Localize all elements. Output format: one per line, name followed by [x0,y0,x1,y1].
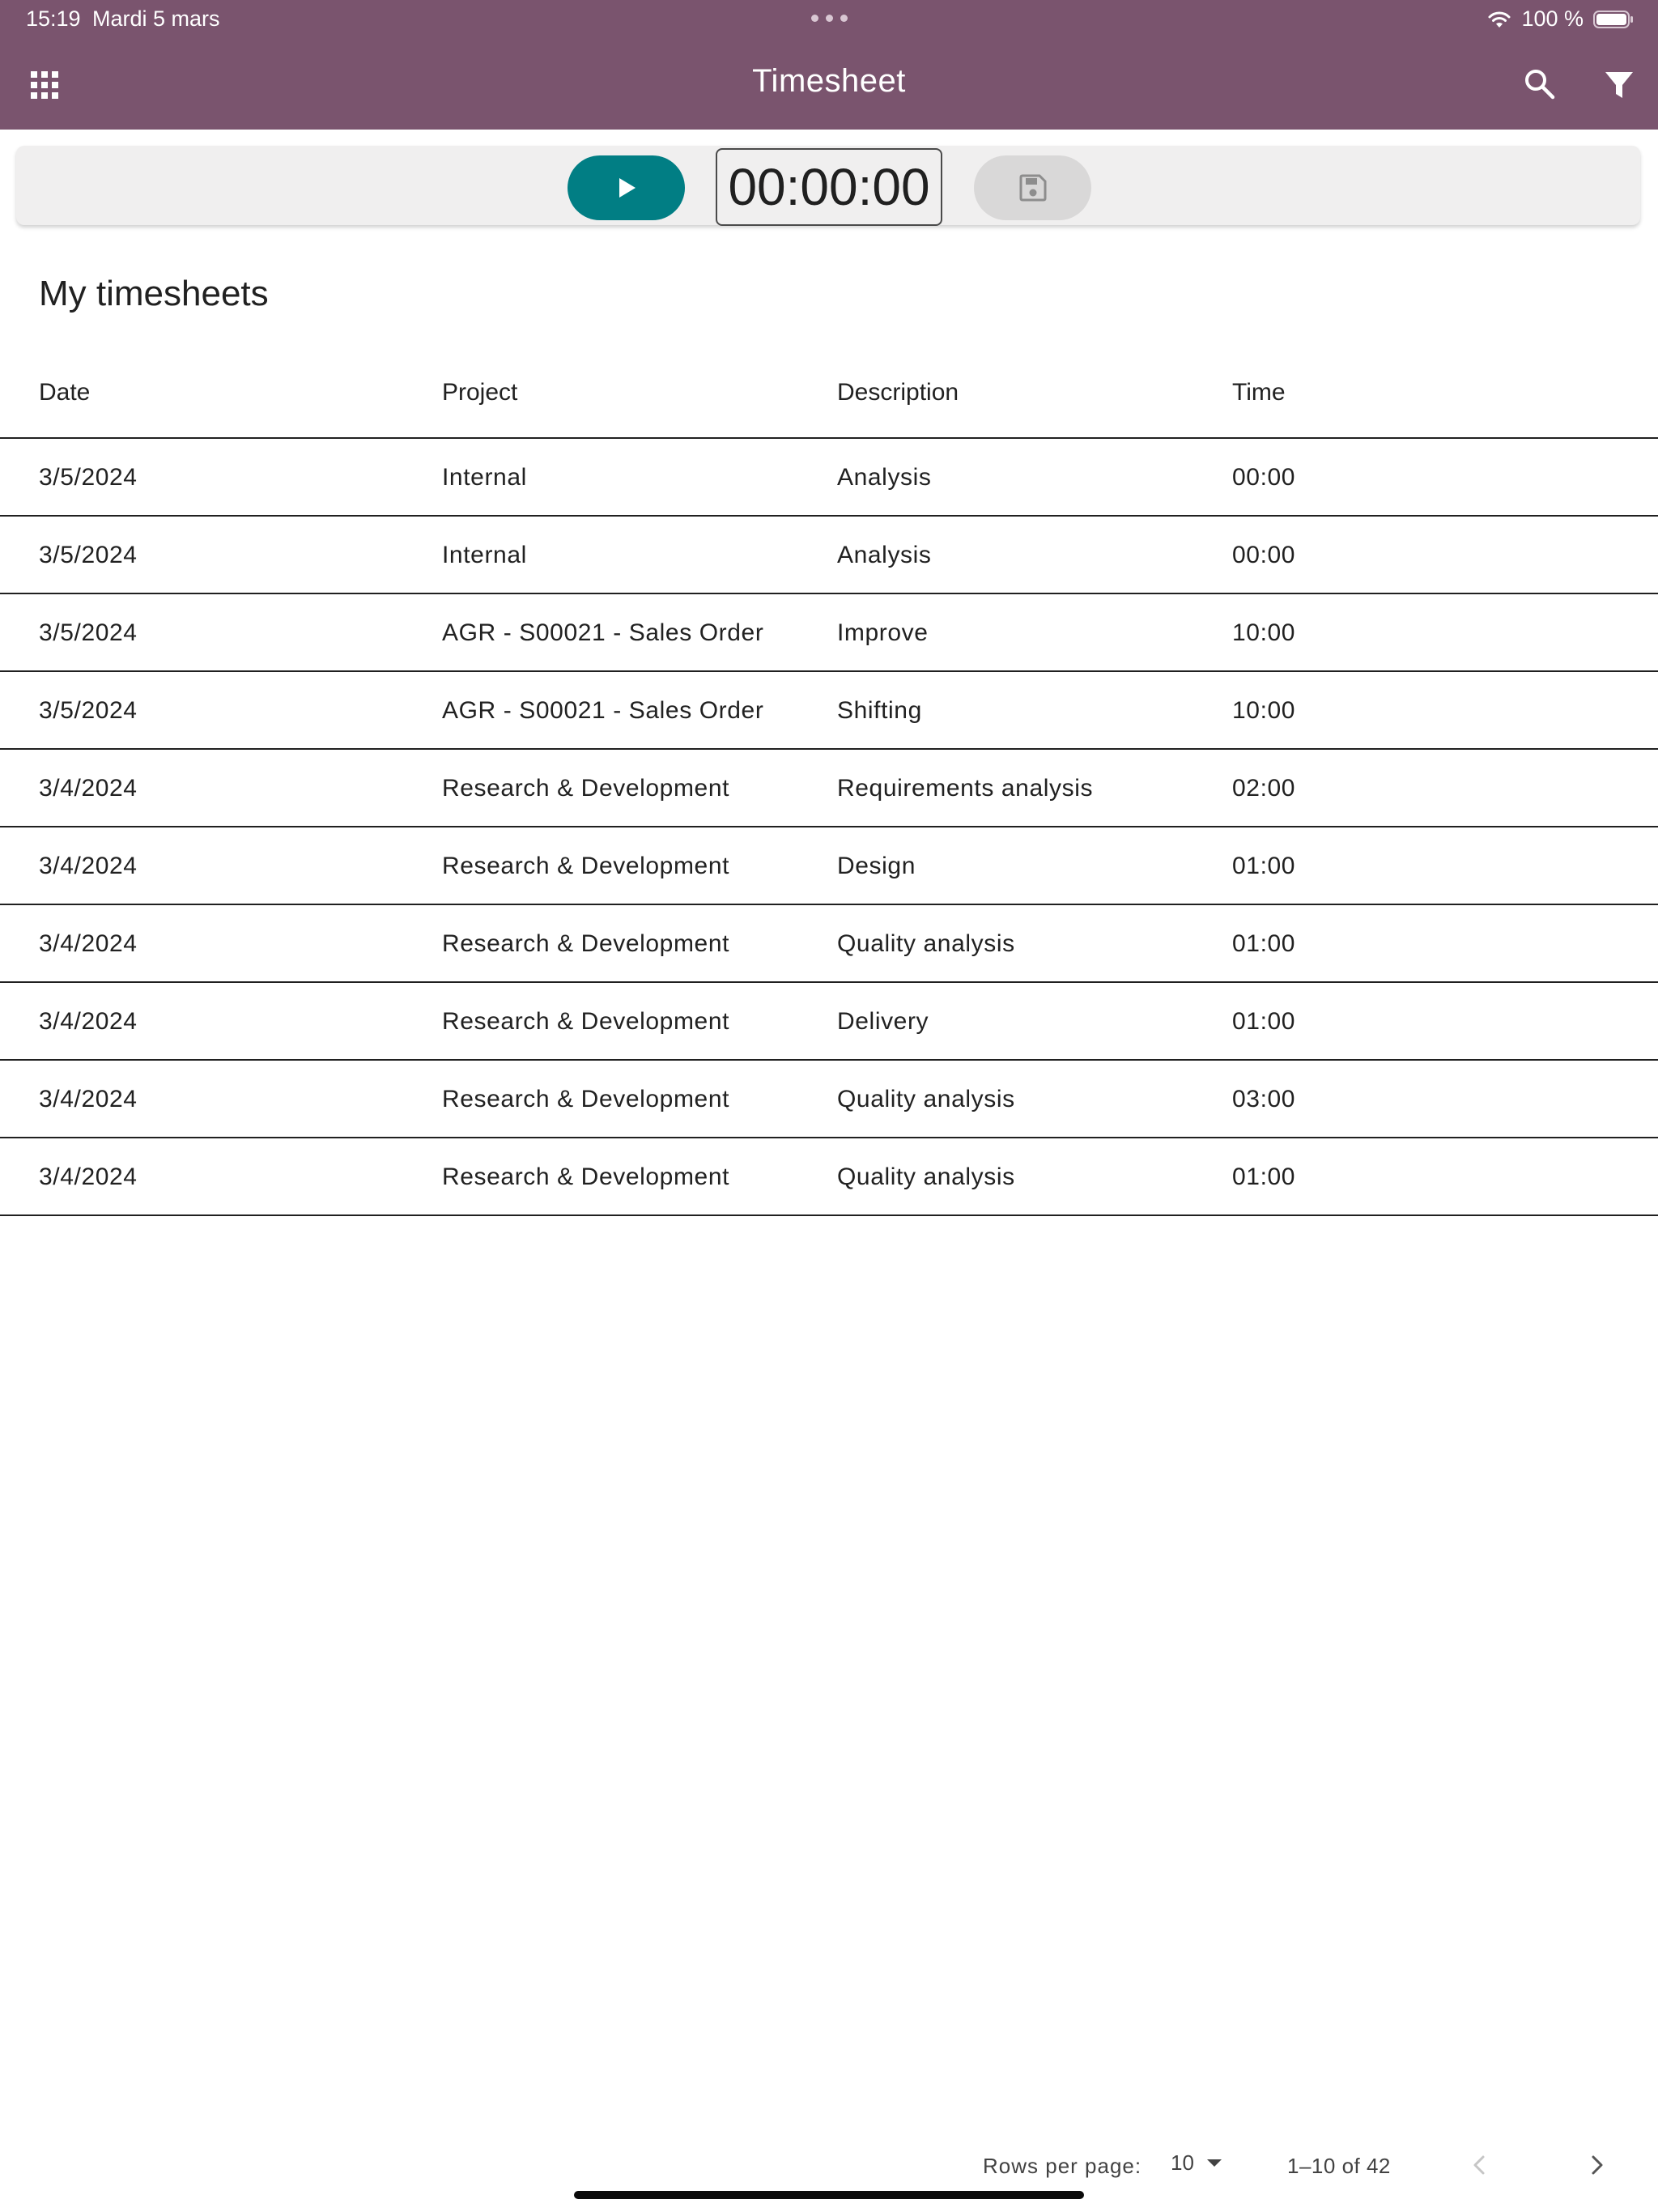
timer-toolbar [16,146,1640,225]
floppy-disk-icon [1018,173,1048,202]
cell-description: Improve [837,619,929,646]
cell-description: Analysis [837,542,932,568]
table-row[interactable] [0,439,1658,517]
status-date: Mardi 5 mars [92,6,220,31]
table-row[interactable] [0,983,1658,1061]
rows-per-page-select[interactable] [1171,2150,1222,2176]
cell-time: 01:00 [1232,853,1296,879]
cell-date: 3/5/2024 [39,619,138,646]
cell-time: 00:00 [1232,464,1296,491]
cell-description: Shifting [837,697,922,724]
cell-description: Quality analysis [837,930,1015,957]
chevron-right-icon[interactable] [1585,2149,1609,2181]
cell-date: 3/4/2024 [39,930,138,957]
table-row[interactable] [0,905,1658,983]
cell-time: 00:00 [1232,542,1296,568]
cell-project: Internal [442,464,527,491]
cell-date: 3/5/2024 [39,464,138,491]
cell-date: 3/5/2024 [39,542,138,568]
cell-project: AGR - S00021 - Sales Order [442,697,764,724]
search-icon[interactable] [1524,68,1556,100]
page-range: 1–10 of 42 [1287,2154,1391,2178]
cell-description: Quality analysis [837,1086,1015,1112]
cell-project: Research & Development [442,1086,730,1112]
cell-date: 3/4/2024 [39,1008,138,1035]
cell-project: Research & Development [442,930,730,957]
rows-per-page-label: Rows per page: [983,2154,1142,2178]
cell-project: Research & Development [442,1008,730,1035]
header-project[interactable]: Project [442,379,518,406]
table-row[interactable] [0,750,1658,827]
table-row[interactable] [0,594,1658,672]
filter-icon[interactable] [1603,70,1635,100]
home-indicator[interactable] [574,2191,1084,2199]
cell-project: Internal [442,542,527,568]
cell-project: Research & Development [442,853,730,879]
cell-description: Analysis [837,464,932,491]
cell-description: Design [837,853,916,879]
status-right [1487,6,1634,32]
caret-down-icon [1207,2159,1222,2167]
wifi-icon [1487,10,1511,29]
timesheet-table [0,363,1658,1216]
cell-date: 3/5/2024 [39,697,138,724]
table-row[interactable] [0,672,1658,750]
cell-time: 01:00 [1232,930,1296,957]
header-time[interactable]: Time [1232,379,1286,406]
chevron-left-icon[interactable] [1467,2149,1491,2181]
cell-project: Research & Development [442,1163,730,1190]
cell-time: 10:00 [1232,697,1296,724]
cell-time: 10:00 [1232,619,1296,646]
header-description[interactable]: Description [837,379,959,406]
cell-date: 3/4/2024 [39,853,138,879]
section-title: My timesheets [39,274,269,313]
save-button[interactable] [974,155,1091,220]
battery-icon [1593,10,1634,29]
cell-time: 01:00 [1232,1163,1296,1190]
table-pagination [0,2146,1658,2186]
table-row[interactable] [0,1138,1658,1216]
cell-date: 3/4/2024 [39,1163,138,1190]
cell-description: Delivery [837,1008,929,1035]
cell-project: AGR - S00021 - Sales Order [442,619,764,646]
table-row[interactable] [0,517,1658,594]
cell-description: Requirements analysis [837,775,1094,802]
table-header [0,363,1658,439]
multitasking-dots-icon[interactable] [811,15,848,22]
cell-time: 01:00 [1232,1008,1296,1035]
cell-date: 3/4/2024 [39,1086,138,1112]
cell-time: 02:00 [1232,775,1296,802]
cell-time: 03:00 [1232,1086,1296,1112]
timer-display[interactable]: 00:00:00 [716,148,942,226]
status-time: 15:19 [26,6,81,31]
table-row[interactable] [0,1061,1658,1138]
cell-description: Quality analysis [837,1163,1015,1190]
header-date[interactable]: Date [39,379,91,406]
page-title: Timesheet [752,63,906,99]
play-button[interactable] [568,155,685,220]
rows-per-page-value: 10 [1171,2150,1194,2175]
cell-date: 3/4/2024 [39,775,138,802]
play-icon [616,177,637,199]
battery-percentage: 100 % [1521,6,1584,31]
table-row[interactable] [0,827,1658,905]
cell-project: Research & Development [442,775,730,802]
top-bar [0,0,1658,130]
